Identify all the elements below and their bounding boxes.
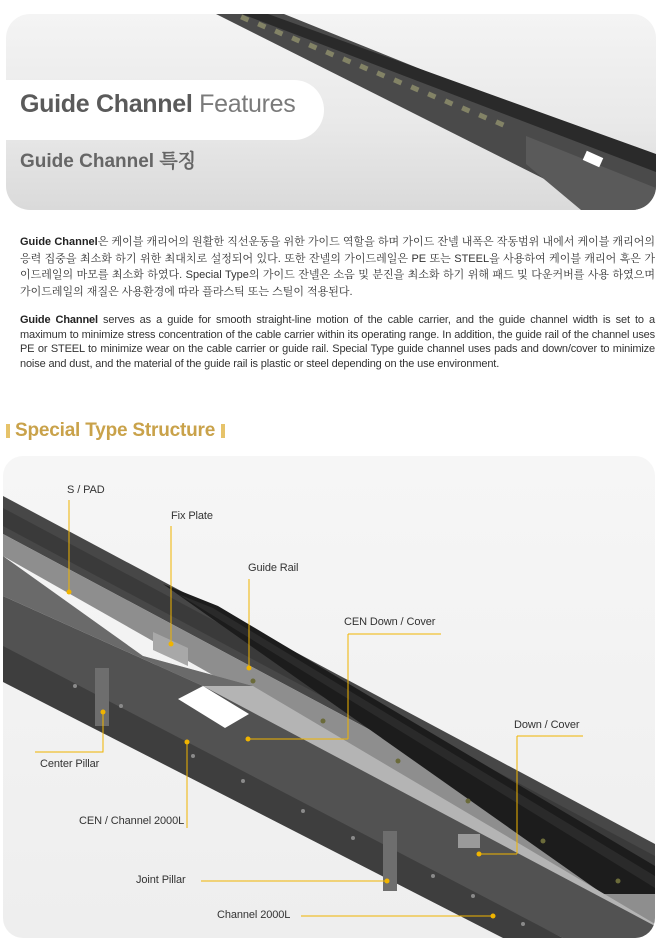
hero-title-pill — [6, 80, 324, 140]
label-joint-pillar: Joint Pillar — [136, 874, 186, 886]
label-cen-down-cover: CEN Down / Cover — [344, 616, 436, 628]
description-korean — [20, 234, 655, 300]
section-title: Special Type Structure — [15, 420, 216, 441]
description-english-body: serves as a guide for smooth straight-line motion of the cable carrier, and the guide channel width is set to a maximum to minimize stress concentration of the cable carrier within its operating range. In addition, the guide rail of the channel uses PE or STEEL to minimize wear on the cable carrier or guide rail. Special Type guide channel uses pads and down/cover to minimize noise and dust, and the material of the guide rail is plastic or steel depending on the use environment. — [20, 314, 655, 370]
page-title-light: Features — [199, 90, 296, 118]
description-english-lead: Guide Channel — [20, 314, 98, 326]
description-english — [20, 313, 655, 371]
center-pillar-shape — [95, 668, 109, 726]
description-korean-lead: Guide Channel — [20, 236, 98, 248]
structure-diagram — [3, 456, 655, 938]
label-spad: S / PAD — [67, 484, 105, 496]
label-guide-rail: Guide Rail — [248, 562, 299, 574]
section-bar-left — [6, 424, 10, 438]
page-title — [20, 90, 324, 119]
label-cen-channel: CEN / Channel 2000L — [79, 815, 185, 827]
label-fix-plate: Fix Plate — [171, 510, 213, 522]
section-bar-right — [221, 424, 225, 438]
hero-banner — [6, 14, 656, 210]
label-down-cover: Down / Cover — [514, 719, 580, 731]
side-wall — [3, 596, 655, 938]
label-center-pillar: Center Pillar — [40, 758, 100, 770]
section-heading — [6, 420, 225, 442]
description-korean-body: 은 케이블 캐리어의 원활한 직선운동을 위한 가이드 역할을 하며 가이드 잔넬 내폭은 작동범위 내에서 케이블 캐리어의 응력 집중을 최소화 하기 위한 최대치로 설정되어 있다. 또한 잔넬의 가이드레일은 PE 또는 STEEL을 사용하여 케이블 캐리어 혹은 가이드레일의 마모를 최소화 하였다. Special Type의 가이드 잔넬은 소음 및 분진을 최소화 하기 위해 패드 및 다운커버를 사용 하였으며 가이드레일의 재질은 사용환경에 따라 플라스틱 또는 스틸이 적용된다. — [20, 236, 655, 298]
page-subtitle: Guide Channel 특징 — [20, 151, 197, 172]
page-title-bold: Guide Channel — [20, 90, 193, 118]
channel-structure-illustration — [3, 456, 655, 938]
label-channel-2000l: Channel 2000L — [217, 909, 291, 921]
